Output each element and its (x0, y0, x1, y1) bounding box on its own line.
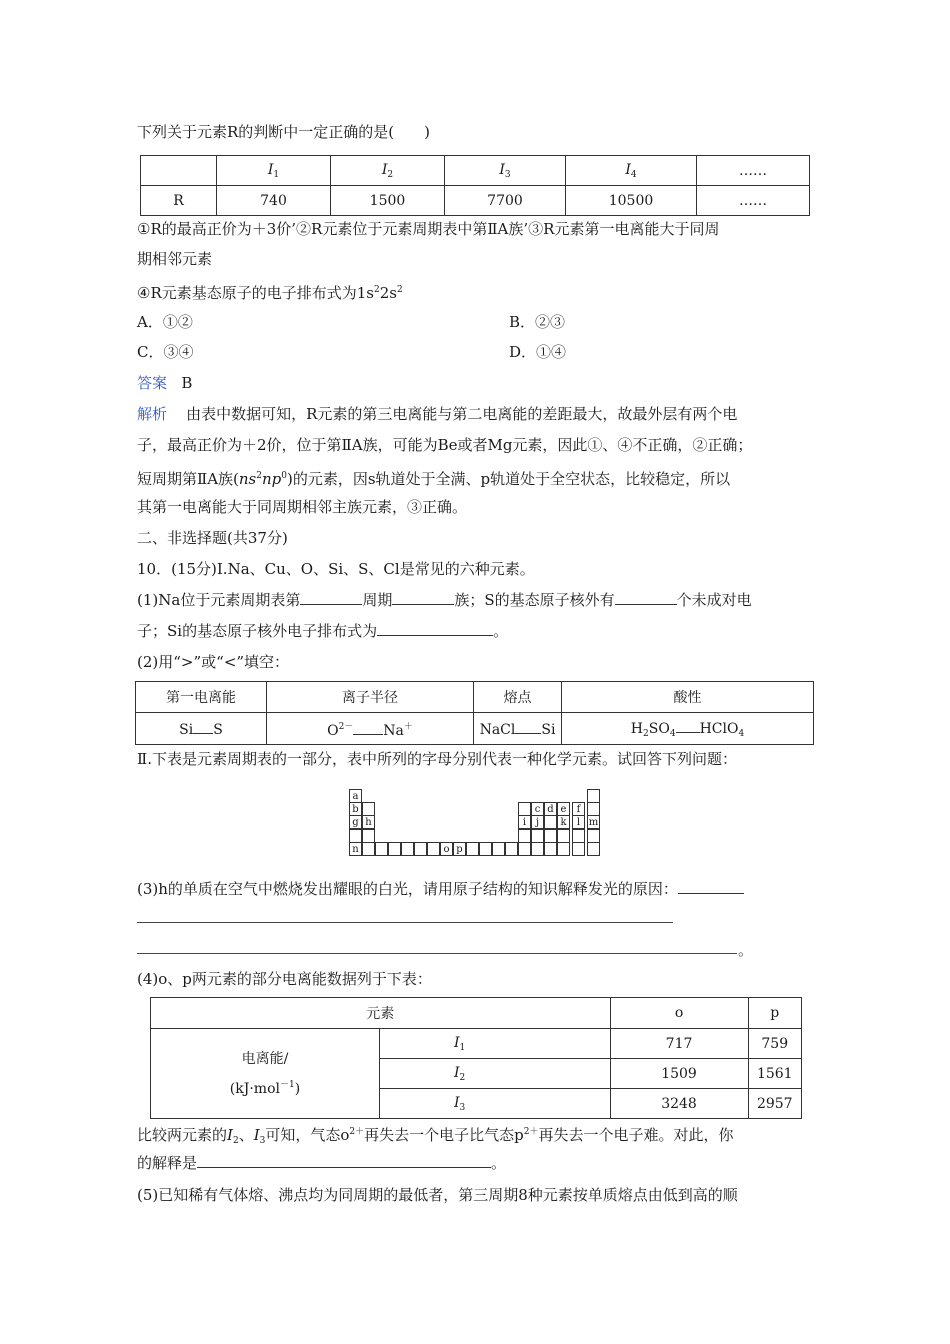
q10-p4: (4)o、p两元素的部分电离能数据列于下表： (137, 970, 432, 988)
op-p-i2: 1561 (748, 1059, 801, 1089)
pt-cell-a: a (349, 789, 362, 803)
cmp-header-radius: 离子半径 (267, 682, 474, 713)
pt-cell-row4-18 (572, 842, 585, 856)
pt-cell-row4-12 (492, 842, 505, 856)
section-2-heading: 二、非选择题(共37分) (137, 529, 288, 547)
pt-cell-i: i (518, 815, 531, 829)
q9-header-i3: $I_3$ (445, 156, 566, 186)
pt-cell-row4-13 (505, 842, 518, 856)
op-row-i1: $I_1$ (380, 1029, 611, 1059)
cmp-cell-acid[interactable]: $H_2SO_4$ HClO$_4$ (562, 713, 814, 745)
pt-cell-row35-16 (557, 829, 570, 843)
pt-cell-row4-10 (466, 842, 479, 856)
q9-statements-line2: 期相邻元素 (137, 250, 213, 268)
pt-cell-row3-15 (544, 815, 557, 829)
op-p-i1: 759 (748, 1029, 801, 1059)
q9-analysis-line3: 短周期第ⅡA族$(ns^2np^0)$的元素，因s轨道处于全满、p轨道处于全空状态，比较稳定，所以 (137, 470, 731, 488)
pt-cell-row4-2 (362, 842, 375, 856)
cmp-header-mp: 熔点 (474, 682, 562, 713)
cmp-cell-radius[interactable]: $O^{2-}$ Na＋ (267, 713, 474, 745)
pt-cell-j: j (531, 815, 544, 829)
pt-cell-row35-14 (531, 829, 544, 843)
pt-cell-row4-17 (557, 842, 570, 856)
q9-answer (137, 373, 192, 393)
q9-option-b: B．②③ (509, 313, 566, 331)
answer-value: B (181, 374, 193, 392)
pt-cell-k: k (557, 815, 570, 829)
q9-analysis-line4: 其第一电离能大于同周期相邻主族元素，③正确。 (137, 498, 468, 516)
q9-analysis-line1: 解析 由表中数据可知，R元素的第三电离能与第二电离能的差距最大，故最外层有两个电 (137, 405, 738, 423)
op-p-i3: 2957 (748, 1089, 801, 1119)
answer-line-p3-2[interactable] (137, 922, 673, 923)
pt-cell-row4-5 (401, 842, 414, 856)
q10-p1-line2: 子；Si的基态原子核外电子排布式为 。 (137, 622, 509, 640)
op-row-i3: $I_3$ (380, 1089, 611, 1119)
pt-cell-row4-6 (414, 842, 427, 856)
q9-header-i2: $I_2$ (331, 156, 445, 186)
pt-cell-row4-15 (531, 842, 544, 856)
pt-cell-row35-18 (587, 829, 600, 843)
pt-cell-row4-11 (479, 842, 492, 856)
op-ie-table (150, 997, 802, 1119)
pt-cell-row4-19 (587, 842, 600, 856)
op-header-p: p (748, 998, 801, 1029)
answer-label: 答案 (137, 374, 168, 392)
pt-cell-l: l (572, 815, 585, 829)
q9-value-ellipsis: …… (697, 186, 810, 216)
pt-cell-row4-7 (427, 842, 440, 856)
q9-option-d: D．①④ (509, 343, 567, 361)
q10-intro: 10．(15分)Ⅰ.Na、Cu、O、Si、S、Cl是常见的六种元素。 (137, 560, 535, 578)
pt-cell-n: n (349, 842, 362, 856)
q9-stem: 下列关于元素R的判断中一定正确的是( ) (137, 123, 430, 141)
pt-cell-o: o (440, 842, 453, 856)
pt-cell-row35-17 (572, 829, 585, 843)
pt-cell-row1-end (587, 789, 600, 803)
q9-ie-table (140, 155, 810, 216)
cmp-header-acid: 酸性 (562, 682, 814, 713)
pt-cell-row4-14 (518, 842, 531, 856)
q9-analysis-line2: 子，最高正价为＋2价，位于第ⅡA族，可能为Be或者Mg元素，因此①、④不正确，②正确； (137, 436, 753, 454)
q9-header-ellipsis: …… (697, 156, 810, 186)
answer-line-p3-3[interactable] (137, 953, 737, 954)
blank-explanation[interactable] (197, 1153, 491, 1168)
pt-cell-row4-4 (388, 842, 401, 856)
cmp-header-ie: 第一电离能 (136, 682, 267, 713)
op-header-element: 元素 (151, 998, 611, 1029)
q9-value-i1: 740 (217, 186, 331, 216)
blank-p3-line1[interactable] (678, 879, 744, 894)
pt-cell-c: c (531, 802, 544, 816)
periodic-table-fragment (349, 789, 601, 859)
pt-cell-row35-13 (518, 829, 531, 843)
q10-part2: Ⅱ.下表是元素周期表的一部分，表中所列的字母分别代表一种化学元素。试回答下列问题： (137, 750, 737, 768)
pt-cell-row4-3 (375, 842, 388, 856)
op-header-o: o (610, 998, 748, 1029)
q9-header-i1: $I_1$ (217, 156, 331, 186)
pt-cell-row2-13 (518, 802, 531, 816)
pt-cell-row2-2 (362, 802, 375, 816)
pt-cell-g: g (349, 815, 362, 829)
q10-p1-line1: (1)Na位于元素周期表第 周期 族；S的基态原子核外有 个未成对电 (137, 591, 752, 609)
comparison-table (135, 681, 814, 745)
pt-cell-row4-16 (544, 842, 557, 856)
pt-cell-row2-18 (587, 802, 600, 816)
op-label-ie: 电离能/ (kJ·mol$^{-1}$) (151, 1029, 380, 1119)
blank-unpaired[interactable] (615, 590, 677, 605)
q9-value-i3: 7700 (445, 186, 566, 216)
pt-cell-h: h (362, 815, 375, 829)
q10-p2: (2)用“>”或“<”填空： (137, 653, 290, 671)
q9-header-blank (141, 156, 217, 186)
cmp-cell-ie[interactable]: Si S (136, 713, 267, 745)
pt-cell-d: d (544, 802, 557, 816)
q9-value-i2: 1500 (331, 186, 445, 216)
analysis-label: 解析 (137, 405, 168, 423)
q10-compare-line2: 的解释是 。 (137, 1154, 507, 1172)
q10-compare-line1: 比较两元素的$I_2$、$I_3$可知，气态$o^{2+}$再失去一个电子比气态$p^{2+}$再失去一个电子难。对此，你 (137, 1126, 734, 1146)
op-o-i2: 1509 (610, 1059, 748, 1089)
q9-row-label: R (141, 186, 217, 216)
blank-group[interactable] (392, 590, 454, 605)
q9-statements-line1: ①R的最高正价为＋3价’②R元素位于元素周期表中第ⅡA族’③R元素第一电离能大于同周 (137, 220, 720, 238)
blank-period[interactable] (300, 590, 362, 605)
pt-cell-row35-2 (362, 829, 375, 843)
op-o-i3: 3248 (610, 1089, 748, 1119)
q9-header-i4: $I_4$ (566, 156, 697, 186)
pt-cell-row35-15 (544, 829, 557, 843)
pt-cell-f: f (572, 802, 585, 816)
op-o-i1: 717 (610, 1029, 748, 1059)
q9-option-c: C．③④ (137, 343, 194, 361)
q9-value-i4: 10500 (566, 186, 697, 216)
q10-p3: (3)h的单质在空气中燃烧发出耀眼的白光，请用原子结构的知识解释发光的原因： (137, 879, 744, 899)
q9-statement4: ④R元素基态原子的电子排布式为$1s^22s^2$ (137, 284, 403, 302)
pt-cell-b: b (349, 802, 362, 816)
blank-si-config[interactable] (377, 621, 493, 636)
pt-cell-e: e (557, 802, 570, 816)
cmp-cell-mp[interactable]: NaCl Si (474, 713, 562, 745)
pt-cell-row35-1 (349, 829, 362, 843)
q10-p3-end: 。 (738, 941, 754, 959)
q10-p5: (5)已知稀有气体熔、沸点均为同周期的最低者，第三周期8种元素按单质熔点由低到高的顺 (137, 1186, 738, 1204)
op-row-i2: $I_2$ (380, 1059, 611, 1089)
pt-cell-p: p (453, 842, 466, 856)
pt-cell-m: m (588, 817, 599, 828)
q9-option-a: A．①② (137, 313, 193, 331)
